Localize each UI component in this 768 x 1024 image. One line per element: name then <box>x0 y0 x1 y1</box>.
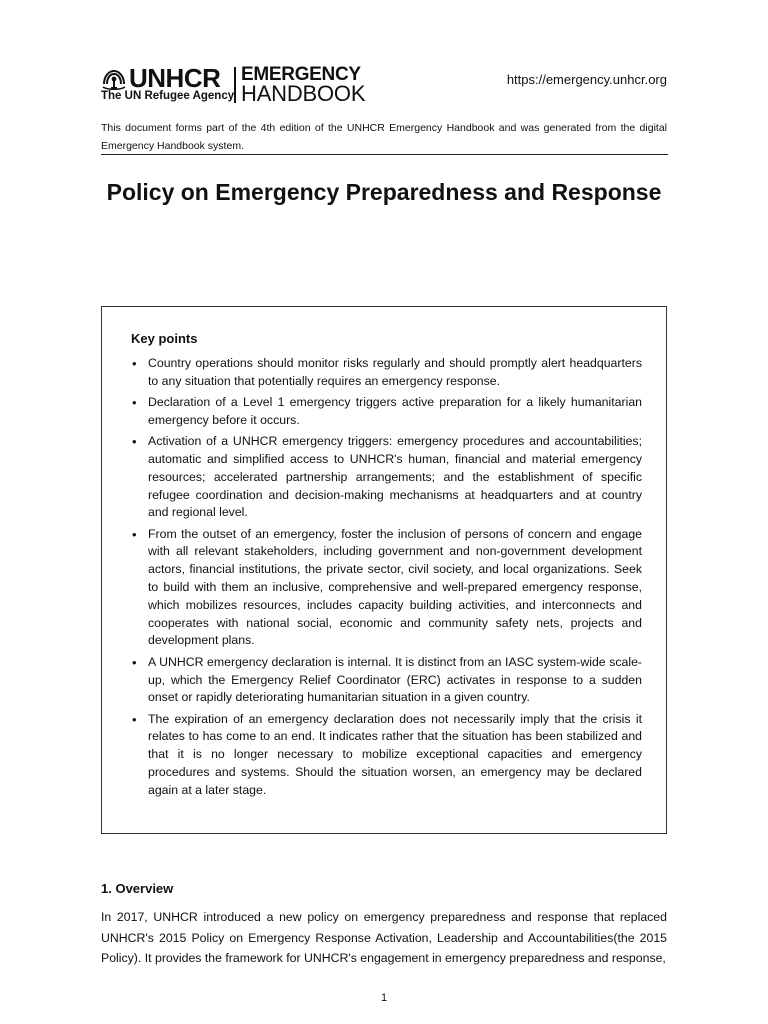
overview-heading: 1. Overview <box>101 881 174 896</box>
key-points-heading: Key points <box>131 331 198 346</box>
key-point-item: • Activation of a UNHCR emergency triggers: emergency procedures and accountabilities; automatic and simplified access to UNHCR's human, financial and material emergency resources; accelerated partnership arrangements; and the establishment of specific refugee coordination and decision-making mechanisms at headquarters and at country and regional level. <box>131 433 642 522</box>
logo-unhcr-text: UNHCR <box>129 63 221 93</box>
header-divider <box>101 154 668 155</box>
key-point-item: • A UNHCR emergency declaration is internal. It is distinct from an IASC system-wide scale-up, which the Emergency Relief Coordinator (ERC) activates in response to a sudden onset or rapidly deteriorating humanitarian situation in a given country. <box>131 654 642 707</box>
document-header <box>101 64 667 104</box>
key-point-item: • The expiration of an emergency declaration does not necessarily imply that the crisis it relates to has come to an end. It indicates rather that the situation has been stabilized and that it is no longer necessary to mobilize exceptional capacities and emergency procedures and systems. Should the situation worsen, an emergency may be declared again at a later stage. <box>131 711 642 800</box>
unhcr-emblem-icon <box>101 66 127 92</box>
overview-paragraph: In 2017, UNHCR introduced a new policy on emergency preparedness and response that replaced UNHCR's 2015 Policy on Emergency Response Activation, Leadership and Accountabilities(the 2015 Policy). It provides the framework for UNHCR's engagement in emergency preparedness and response, <box>101 910 667 965</box>
site-url-link[interactable]: https://emergency.unhcr.org <box>506 72 667 87</box>
logo-emergency-text: EMERGENCY <box>241 64 361 85</box>
page-title: Policy on Emergency Preparedness and Response <box>106 179 662 205</box>
logo-divider <box>234 67 236 103</box>
logo-handbook-text: HANDBOOK <box>241 81 366 106</box>
page-number: 1 <box>380 992 388 1004</box>
key-points-list <box>131 355 642 803</box>
key-points-box <box>101 306 667 834</box>
intro-note: This document forms part of the 4th edition of the UNHCR Emergency Handbook and was generated from the digital Emergency Handbook system. <box>101 122 667 152</box>
logo-agency-text: The UN Refugee Agency <box>101 90 235 102</box>
key-point-item: • From the outset of an emergency, foster the inclusion of persons of concern and engage with all relevant stakeholders, including government and non-government development actors, financial institutions, the private sector, civil society, and local organizations. Seek to build with them an inclusive, comprehensive and well-prepared emergency response, which mobilizes resources, includes capacity building activities, and interconnects and cooperates with national social, economic and community safety nets, projects and development plans. <box>131 526 642 651</box>
key-point-item: • Declaration of a Level 1 emergency triggers active preparation for a likely humanitarian emergency before it occurs. <box>131 394 642 430</box>
key-point-item: • Country operations should monitor risks regularly and should promptly alert headquarters to any situation that potentially requires an emergency response. <box>131 355 642 391</box>
